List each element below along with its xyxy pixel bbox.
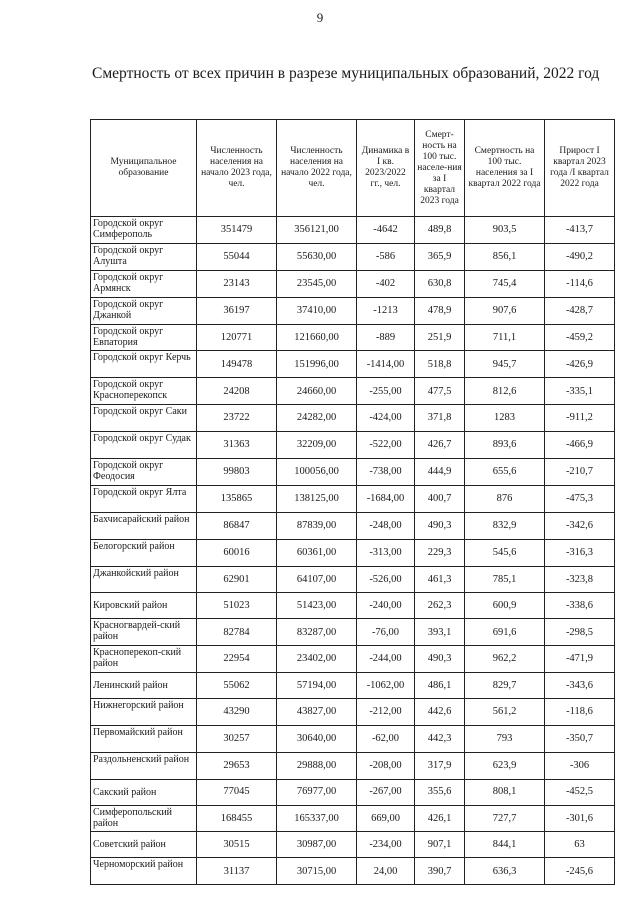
cell-municipality: Черноморский район: [91, 858, 197, 885]
cell-municipality: Симферопольский район: [91, 805, 197, 832]
cell-mortality-2022: 844,1: [465, 832, 545, 858]
cell-population-2023: 55062: [197, 673, 277, 699]
cell-mortality-2022: 623,9: [465, 752, 545, 779]
table-row: [91, 752, 615, 779]
table-row: [91, 378, 615, 405]
table-row: [91, 351, 615, 378]
cell-municipality: Нижнегорский район: [91, 699, 197, 726]
cell-mortality-2022: 745,4: [465, 270, 545, 297]
cell-municipality: Бахчисарайский район: [91, 512, 197, 539]
table-row: [91, 646, 615, 673]
cell-municipality: Городской округ Феодосия: [91, 459, 197, 486]
cell-population-2022: 24660,00: [277, 378, 357, 405]
cell-population-2023: 51023: [197, 593, 277, 619]
cell-population-2023: 86847: [197, 512, 277, 539]
cell-municipality: Красногвардей-ский район: [91, 619, 197, 646]
cell-municipality: Первомайский район: [91, 725, 197, 752]
header-dynamics: Динамика в I кв. 2023/2022 гг., чел.: [357, 120, 415, 217]
cell-population-2023: 351479: [197, 217, 277, 244]
table-row: [91, 593, 615, 619]
cell-population-2022: 356121,00: [277, 217, 357, 244]
cell-mortality-2023: 426,1: [415, 805, 465, 832]
cell-dynamics: -1213: [357, 297, 415, 324]
cell-mortality-2022: 962,2: [465, 646, 545, 673]
cell-dynamics: -586: [357, 243, 415, 270]
table-row: [91, 858, 615, 885]
cell-mortality-2023: 393,1: [415, 619, 465, 646]
header-growth: Прирост I квартал 2023 года /I квартал 2022 года: [545, 120, 615, 217]
mortality-table: [90, 119, 615, 885]
cell-population-2022: 60361,00: [277, 539, 357, 566]
table-row: [91, 699, 615, 726]
cell-municipality: Городской округ Керчь: [91, 351, 197, 378]
cell-mortality-2022: 793: [465, 725, 545, 752]
cell-growth: -323,8: [545, 566, 615, 593]
cell-municipality: Сакский район: [91, 779, 197, 805]
cell-population-2023: 23722: [197, 405, 277, 432]
header-population-2022: Численность населения на начало 2022 года, чел.: [277, 120, 357, 217]
table-row: [91, 324, 615, 351]
cell-dynamics: -76,00: [357, 619, 415, 646]
cell-population-2023: 43290: [197, 699, 277, 726]
cell-municipality: Ленинский район: [91, 673, 197, 699]
cell-mortality-2023: 461,3: [415, 566, 465, 593]
cell-dynamics: -255,00: [357, 378, 415, 405]
cell-growth: -316,3: [545, 539, 615, 566]
cell-municipality: Белогорский район: [91, 539, 197, 566]
cell-mortality-2023: 490,3: [415, 512, 465, 539]
table-row: [91, 805, 615, 832]
document-title: Смертность от всех причин в разрезе муниципальных образований, 2022 год: [92, 65, 600, 82]
cell-population-2022: 55630,00: [277, 243, 357, 270]
cell-mortality-2023: 251,9: [415, 324, 465, 351]
table-row: [91, 485, 615, 512]
cell-mortality-2023: 442,3: [415, 725, 465, 752]
cell-dynamics: -4642: [357, 217, 415, 244]
cell-growth: -338,6: [545, 593, 615, 619]
cell-mortality-2023: 478,9: [415, 297, 465, 324]
header-population-2023: Численность населения на начало 2023 года, чел.: [197, 120, 277, 217]
cell-population-2022: 64107,00: [277, 566, 357, 593]
cell-mortality-2022: 903,5: [465, 217, 545, 244]
cell-mortality-2022: 829,7: [465, 673, 545, 699]
header-mortality-2022: Смертность на 100 тыс. населения за I квартал 2022 года: [465, 120, 545, 217]
cell-population-2022: 29888,00: [277, 752, 357, 779]
cell-mortality-2022: 545,6: [465, 539, 545, 566]
cell-dynamics: -212,00: [357, 699, 415, 726]
cell-population-2022: 43827,00: [277, 699, 357, 726]
cell-population-2023: 55044: [197, 243, 277, 270]
cell-population-2023: 30257: [197, 725, 277, 752]
cell-population-2023: 60016: [197, 539, 277, 566]
cell-mortality-2023: 229,3: [415, 539, 465, 566]
cell-municipality: Городской округ Судак: [91, 432, 197, 459]
table-row: [91, 217, 615, 244]
cell-mortality-2022: 893,6: [465, 432, 545, 459]
cell-mortality-2023: 262,3: [415, 593, 465, 619]
cell-dynamics: -267,00: [357, 779, 415, 805]
cell-population-2022: 138125,00: [277, 485, 357, 512]
cell-population-2022: 165337,00: [277, 805, 357, 832]
table-row: [91, 832, 615, 858]
cell-dynamics: -889: [357, 324, 415, 351]
cell-population-2023: 30515: [197, 832, 277, 858]
cell-municipality: Городской округ Ялта: [91, 485, 197, 512]
cell-population-2023: 31137: [197, 858, 277, 885]
cell-dynamics: -738,00: [357, 459, 415, 486]
cell-population-2022: 24282,00: [277, 405, 357, 432]
cell-dynamics: -424,00: [357, 405, 415, 432]
cell-population-2022: 76977,00: [277, 779, 357, 805]
cell-growth: -350,7: [545, 725, 615, 752]
cell-population-2023: 31363: [197, 432, 277, 459]
cell-municipality: Советский район: [91, 832, 197, 858]
cell-growth: -306: [545, 752, 615, 779]
cell-dynamics: -208,00: [357, 752, 415, 779]
cell-growth: -911,2: [545, 405, 615, 432]
page-number: 9: [316, 10, 324, 25]
table-row: [91, 539, 615, 566]
table-row: [91, 270, 615, 297]
cell-growth: -245,6: [545, 858, 615, 885]
table-header-row: [91, 120, 615, 217]
cell-mortality-2022: 808,1: [465, 779, 545, 805]
cell-population-2022: 30987,00: [277, 832, 357, 858]
cell-mortality-2022: 600,9: [465, 593, 545, 619]
cell-mortality-2022: 636,3: [465, 858, 545, 885]
cell-growth: -428,7: [545, 297, 615, 324]
cell-population-2022: 37410,00: [277, 297, 357, 324]
cell-growth: -335,1: [545, 378, 615, 405]
cell-growth: 63: [545, 832, 615, 858]
cell-population-2022: 57194,00: [277, 673, 357, 699]
cell-dynamics: -313,00: [357, 539, 415, 566]
cell-population-2023: 149478: [197, 351, 277, 378]
table-row: [91, 619, 615, 646]
cell-municipality: Раздольненский район: [91, 752, 197, 779]
table-row: [91, 725, 615, 752]
cell-population-2023: 99803: [197, 459, 277, 486]
table-row: [91, 405, 615, 432]
cell-mortality-2023: 490,3: [415, 646, 465, 673]
table-row: [91, 297, 615, 324]
table-row: [91, 566, 615, 593]
cell-municipality: Кировский район: [91, 593, 197, 619]
cell-municipality: Городской округ Евпатория: [91, 324, 197, 351]
cell-mortality-2022: 832,9: [465, 512, 545, 539]
cell-growth: -210,7: [545, 459, 615, 486]
cell-mortality-2022: 655,6: [465, 459, 545, 486]
cell-population-2022: 23545,00: [277, 270, 357, 297]
table-row: [91, 512, 615, 539]
cell-population-2022: 30715,00: [277, 858, 357, 885]
cell-mortality-2023: 477,5: [415, 378, 465, 405]
cell-dynamics: -244,00: [357, 646, 415, 673]
cell-dynamics: -234,00: [357, 832, 415, 858]
cell-municipality: Городской округ Алушта: [91, 243, 197, 270]
cell-growth: -452,5: [545, 779, 615, 805]
cell-municipality: Джанкойский район: [91, 566, 197, 593]
cell-dynamics: -240,00: [357, 593, 415, 619]
cell-population-2023: 36197: [197, 297, 277, 324]
cell-growth: -466,9: [545, 432, 615, 459]
cell-mortality-2022: 945,7: [465, 351, 545, 378]
cell-municipality: Городской округ Симферополь: [91, 217, 197, 244]
cell-growth: -490,2: [545, 243, 615, 270]
cell-population-2022: 30640,00: [277, 725, 357, 752]
cell-growth: -343,6: [545, 673, 615, 699]
cell-population-2022: 23402,00: [277, 646, 357, 673]
cell-dynamics: -526,00: [357, 566, 415, 593]
cell-population-2022: 32209,00: [277, 432, 357, 459]
cell-dynamics: -1684,00: [357, 485, 415, 512]
cell-growth: -413,7: [545, 217, 615, 244]
cell-mortality-2022: 907,6: [465, 297, 545, 324]
table-body: [91, 217, 615, 885]
cell-growth: -301,6: [545, 805, 615, 832]
cell-population-2023: 168455: [197, 805, 277, 832]
cell-municipality: Городской округ Джанкой: [91, 297, 197, 324]
cell-mortality-2023: 442,6: [415, 699, 465, 726]
cell-dynamics: 24,00: [357, 858, 415, 885]
cell-mortality-2023: 630,8: [415, 270, 465, 297]
cell-dynamics: 669,00: [357, 805, 415, 832]
cell-mortality-2023: 400,7: [415, 485, 465, 512]
cell-growth: -118,6: [545, 699, 615, 726]
table-row: [91, 779, 615, 805]
table-row: [91, 459, 615, 486]
cell-growth: -114,6: [545, 270, 615, 297]
cell-population-2022: 151996,00: [277, 351, 357, 378]
table-row: [91, 432, 615, 459]
cell-population-2023: 82784: [197, 619, 277, 646]
cell-dynamics: -402: [357, 270, 415, 297]
cell-growth: -459,2: [545, 324, 615, 351]
table-row: [91, 243, 615, 270]
cell-mortality-2022: 561,2: [465, 699, 545, 726]
cell-mortality-2023: 317,9: [415, 752, 465, 779]
cell-dynamics: -1414,00: [357, 351, 415, 378]
cell-mortality-2022: 727,7: [465, 805, 545, 832]
cell-mortality-2023: 390,7: [415, 858, 465, 885]
cell-growth: -298,5: [545, 619, 615, 646]
cell-municipality: Городской округ Красноперекопск: [91, 378, 197, 405]
cell-mortality-2023: 365,9: [415, 243, 465, 270]
cell-mortality-2023: 489,8: [415, 217, 465, 244]
cell-population-2023: 62901: [197, 566, 277, 593]
cell-dynamics: -248,00: [357, 512, 415, 539]
cell-growth: -426,9: [545, 351, 615, 378]
cell-population-2022: 83287,00: [277, 619, 357, 646]
cell-municipality: Красноперекоп-ский район: [91, 646, 197, 673]
cell-mortality-2022: 785,1: [465, 566, 545, 593]
cell-mortality-2023: 518,8: [415, 351, 465, 378]
cell-mortality-2022: 711,1: [465, 324, 545, 351]
cell-mortality-2022: 876: [465, 485, 545, 512]
cell-mortality-2023: 907,1: [415, 832, 465, 858]
cell-mortality-2022: 856,1: [465, 243, 545, 270]
cell-population-2023: 120771: [197, 324, 277, 351]
cell-mortality-2023: 355,6: [415, 779, 465, 805]
cell-mortality-2023: 486,1: [415, 673, 465, 699]
header-mortality-2023: Смерт-ность на 100 тыс. населе-ния за I квартал 2023 года: [415, 120, 465, 217]
cell-growth: -475,3: [545, 485, 615, 512]
cell-population-2022: 51423,00: [277, 593, 357, 619]
cell-dynamics: -1062,00: [357, 673, 415, 699]
table-row: [91, 673, 615, 699]
cell-population-2022: 121660,00: [277, 324, 357, 351]
cell-population-2023: 77045: [197, 779, 277, 805]
cell-dynamics: -522,00: [357, 432, 415, 459]
cell-mortality-2022: 812,6: [465, 378, 545, 405]
cell-population-2023: 23143: [197, 270, 277, 297]
cell-population-2023: 22954: [197, 646, 277, 673]
cell-population-2023: 135865: [197, 485, 277, 512]
cell-population-2023: 24208: [197, 378, 277, 405]
cell-municipality: Городской округ Армянск: [91, 270, 197, 297]
cell-municipality: Городской округ Саки: [91, 405, 197, 432]
cell-dynamics: -62,00: [357, 725, 415, 752]
header-municipality: Муниципальное образование: [91, 120, 197, 217]
cell-growth: -342,6: [545, 512, 615, 539]
cell-population-2023: 29653: [197, 752, 277, 779]
cell-mortality-2023: 444,9: [415, 459, 465, 486]
cell-mortality-2023: 371,8: [415, 405, 465, 432]
cell-growth: -471,9: [545, 646, 615, 673]
cell-population-2022: 100056,00: [277, 459, 357, 486]
cell-mortality-2023: 426,7: [415, 432, 465, 459]
cell-population-2022: 87839,00: [277, 512, 357, 539]
cell-mortality-2022: 691,6: [465, 619, 545, 646]
cell-mortality-2022: 1283: [465, 405, 545, 432]
